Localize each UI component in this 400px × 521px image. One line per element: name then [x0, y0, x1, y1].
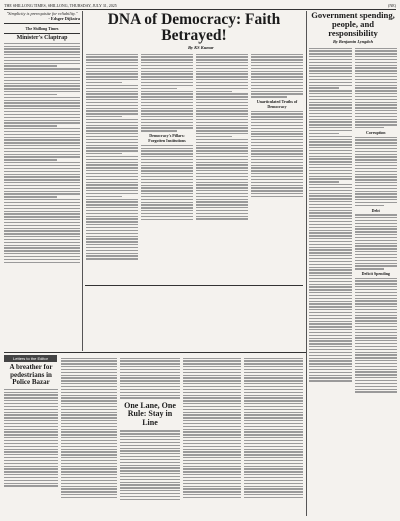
section-divider [4, 352, 306, 353]
paper-name: The Shillong Times [25, 25, 59, 31]
bottom-center-article [120, 356, 180, 516]
side-headline: Government spending, people, and responsibility [311, 11, 395, 38]
divider [4, 33, 80, 34]
masthead-date: THE SHILLONG TIMES, SHILLONG, THURSDAY, JULY 31, 2025 [4, 3, 117, 8]
left-column [4, 11, 80, 351]
section-divider [85, 285, 303, 286]
quote-author: - Edsger Dijkstra [48, 16, 80, 21]
side-col-1 [309, 46, 352, 394]
main-subhead-2: Unarticulated Truths of Democracy [256, 99, 298, 110]
main-article-col-2 [141, 52, 193, 282]
bottom-col-5 [244, 356, 303, 516]
side-article [309, 11, 397, 516]
bottom-col-2 [61, 356, 117, 516]
bottom-col-4 [183, 356, 241, 516]
side-subhead-debt: Debt [371, 207, 380, 213]
letters-tag: Letters to the Editor [4, 355, 57, 362]
masthead-strip [4, 2, 396, 10]
main-headline: DNA of Democracy: Faith Betrayed! [107, 11, 281, 44]
editorial-body [4, 43, 80, 263]
main-article-col-1 [86, 52, 138, 282]
masthead-edition: (NE) [388, 3, 396, 8]
main-article-col-4 [251, 52, 303, 282]
column-rule [306, 11, 307, 516]
divider [4, 23, 80, 24]
side-subhead-corruption: Corruption [365, 130, 386, 136]
letter-headline: A breather for pedestrians in Police Bazar [9, 364, 53, 387]
bottom-center-headline: One Lane, One Rule: Stay in Line [124, 400, 176, 427]
side-subhead-deficit: Deficit Spending [361, 271, 390, 277]
main-byline: By KS Kumar [188, 45, 214, 50]
side-col-2 [355, 46, 398, 394]
column-rule [82, 11, 83, 351]
quote-text: "Simplicity is prerequisite for reliability." [6, 11, 78, 16]
main-subhead-1: Democracy's Pillars: Forgotten Institutions [148, 133, 186, 144]
main-article-col-3 [196, 52, 248, 282]
letter-article [4, 364, 58, 516]
editorial-heading: Minister's Claptrap [16, 35, 68, 42]
side-byline: By Benjamin Lyngdoh [333, 39, 373, 44]
main-headline-block [85, 11, 303, 45]
